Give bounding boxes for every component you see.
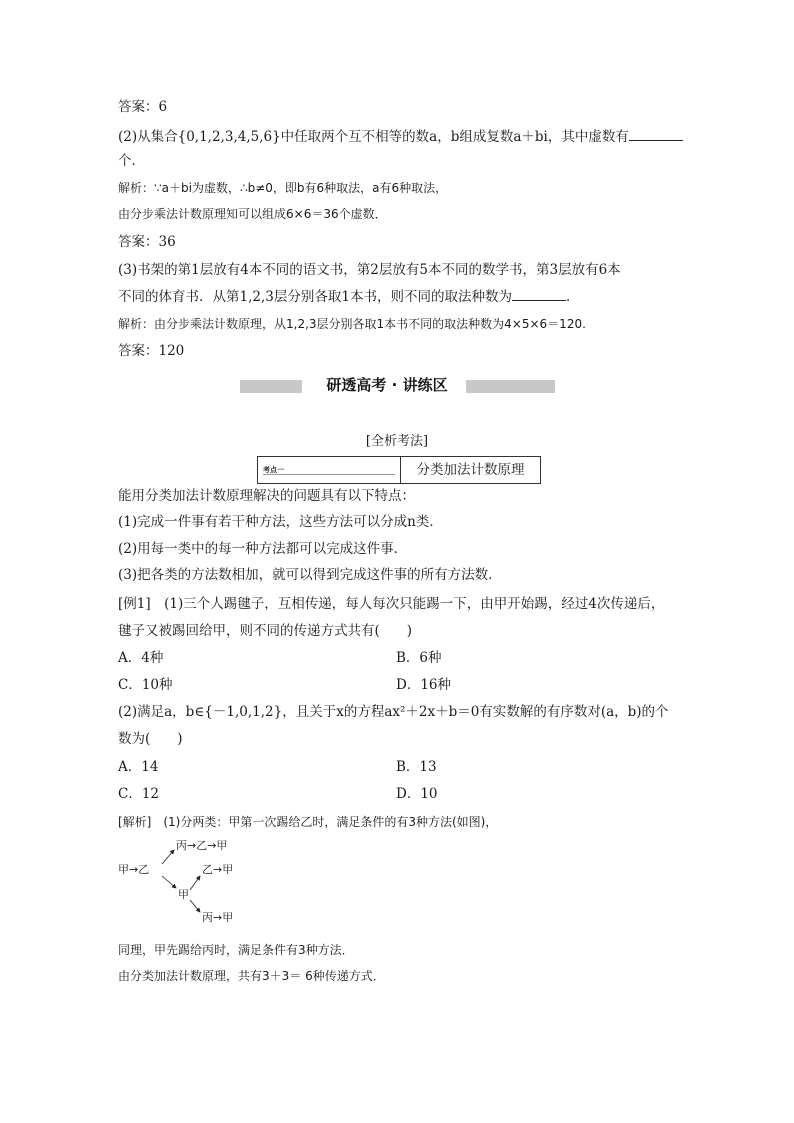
arrow-to-mid	[190, 876, 200, 890]
question-2-line-2: 个．	[118, 153, 145, 169]
point-tag-cell	[258, 457, 401, 483]
feature-3: (3)把各类的方法数相加，就可以得到完成这件事的所有方法数．	[118, 567, 502, 583]
point-title: 分类加法计数原理	[416, 462, 525, 478]
arrow-to-bottom	[190, 900, 200, 912]
question-3-text: 不同的体育书．从第1,2,3层分别各取1本书，则不同的取法种数为	[118, 289, 512, 305]
arrow-to-low	[162, 876, 176, 888]
tree-node-bottom: 丙→甲	[202, 911, 234, 924]
arrow-to-top	[162, 850, 174, 864]
answer-blank	[629, 128, 683, 141]
banner-title: 研透高考 · 讲练区	[326, 376, 448, 394]
q2-option-c: C．12	[118, 786, 160, 802]
question-3-line-2	[118, 288, 579, 305]
tree-diagram	[118, 832, 278, 932]
feature-2: (2)用每一类中的每一种方法都可以完成这件事．	[118, 541, 408, 557]
q1-option-b: B．6种	[396, 650, 442, 666]
knowledge-point-box	[257, 456, 541, 484]
section-label: [全析考法]	[365, 434, 429, 449]
solution-2-line-1: 解析：∵a＋bi为虚数，∴b≠0，即b有6种取法，a有6种取法，	[118, 181, 448, 195]
tree-node-low: 甲	[178, 888, 189, 901]
tree-node-start: 甲→乙	[118, 863, 150, 876]
q2-option-a: A．14	[118, 759, 159, 775]
example-1-q2-line-2: 数为( )	[118, 731, 183, 747]
feature-1: (1)完成一件事有若干种方法，这些方法可以分成n类．	[118, 514, 443, 530]
banner-bar-right	[466, 380, 555, 393]
question-2-text: (2)从集合{0,1,2,3,4,5,6}中任取两个互不相等的数a，b组成复数a＋bi，其中虚数有	[118, 129, 629, 145]
section-banner	[240, 377, 555, 395]
q1-option-a: A．4种	[118, 650, 164, 666]
tree-node-mid: 乙→甲	[202, 863, 234, 876]
solution-line-2: 同理，甲先踢给丙时，满足条件有3种方法．	[118, 943, 354, 957]
q1-option-c: C．10种	[118, 677, 173, 693]
q2-option-d: D．10	[396, 786, 438, 802]
question-3-line-1: (3)书架的第1层放有4本不同的语文书，第2层放有5本不同的数学书，第3层放有6本	[118, 262, 621, 278]
example-1-q1-line-1: [例1] (1)三个人踢毽子，互相传递，每人每次只能踢一下，由甲开始踢，经过4次传递后，	[118, 596, 665, 612]
solution-3: 解析：由分步乘法计数原理，从1,2,3层分别各取1本书不同的取法种数为4×5×6＝120.	[118, 317, 586, 331]
point-tag: 考点一	[263, 466, 284, 474]
example-1-q2-line-1: (2)满足a，b∈{－1,0,1,2}，且关于x的方程ax²＋2x＋b＝0有实数解的有序数对(a，b)的个	[118, 704, 669, 720]
features-intro: 能用分类加法计数原理解决的问题具有以下特点：	[118, 488, 415, 504]
solution-intro: [解析] (1)分两类：甲第一次踢给乙时，满足条件的有3种方法(如图)，	[118, 815, 498, 829]
answer-blank	[512, 288, 566, 301]
q2-option-b: B．13	[396, 759, 437, 775]
q1-option-d: D．16种	[396, 677, 452, 693]
ans-2: 答案：36	[118, 234, 176, 250]
ans-3: 答案：120	[118, 343, 185, 359]
tag-underline	[263, 474, 395, 475]
example-1-q1-line-2: 毽子又被踢回给甲，则不同的传递方式共有( )	[118, 623, 413, 639]
question-2-line-1	[118, 128, 683, 145]
solution-2-line-2: 由分步乘法计数原理知可以组成6×6＝36个虚数．	[118, 207, 387, 221]
ans-1: 答案：6	[118, 99, 168, 115]
tree-node-top: 丙→乙→甲	[176, 839, 228, 852]
solution-line-3: 由分类加法计数原理，共有3＋3＝ 6种传递方式．	[118, 969, 385, 983]
question-3-end: ．	[565, 289, 580, 305]
banner-bar-left	[240, 380, 302, 393]
